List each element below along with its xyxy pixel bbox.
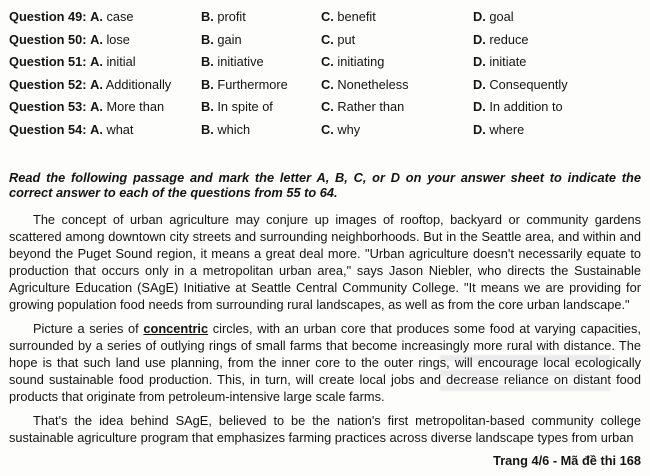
option-text: why <box>337 121 361 137</box>
option-letter: A. <box>90 99 103 115</box>
paragraph-text: circles, with an urban core that produces some food at varying capacities, surrounded by a series of outlying rings of small farms that become increasingly more rural with distance. The hope is that such land use planning, from the inner core to the outer rings, will encourage local ecologically sound sustainable food production. This, in turn, will create local jobs and decrease reliance on distant food products that originate from petroleum-intensive large scale farms. <box>9 320 641 404</box>
question-cell-c <box>321 29 473 52</box>
option-text: gain <box>217 31 242 47</box>
option-letter: A. <box>90 121 103 137</box>
option-letter: A. <box>90 76 103 92</box>
option-text: More than <box>106 99 165 115</box>
question-row-54 <box>9 119 641 142</box>
question-cell-c <box>321 119 473 142</box>
option-text: Additionally <box>105 76 172 92</box>
question-cell-c <box>321 51 473 74</box>
question-cell-b <box>201 51 321 74</box>
question-row-53 <box>9 96 641 119</box>
question-cell-d <box>473 74 641 97</box>
question-cell-d <box>473 96 641 119</box>
question-row-52 <box>9 74 641 97</box>
option-letter: D. <box>473 121 486 137</box>
question-cell-a <box>9 74 201 97</box>
option-letter: D. <box>473 76 486 92</box>
option-letter: C. <box>321 121 334 137</box>
question-cell-d <box>473 29 641 52</box>
question-cell-a <box>9 96 201 119</box>
option-text: which <box>217 121 251 137</box>
option-letter: C. <box>321 54 334 70</box>
keyword-concentric: concentric <box>143 320 209 336</box>
option-text: initiating <box>337 54 385 70</box>
option-text: initiative <box>217 54 264 70</box>
question-cell-b <box>201 96 321 119</box>
option-letter: D. <box>473 31 486 47</box>
option-text: Consequently <box>489 76 568 92</box>
question-cell-b <box>201 119 321 142</box>
option-letter: A. <box>90 9 103 24</box>
question-number: Question 51: <box>9 54 87 70</box>
question-cell-b <box>201 74 321 97</box>
option-letter: B. <box>201 76 214 92</box>
question-number: Question 54: <box>9 121 87 137</box>
option-text: case <box>106 9 134 24</box>
question-cell-a <box>9 6 201 29</box>
question-cell-d <box>473 119 641 142</box>
option-text: initial <box>106 54 136 70</box>
option-text: what <box>106 121 134 137</box>
question-cell-a <box>9 119 201 142</box>
question-number: Question 50: <box>9 31 87 47</box>
option-letter: B. <box>201 31 214 47</box>
option-text: lose <box>106 31 130 47</box>
option-text: Nonetheless <box>337 76 409 92</box>
question-cell-a <box>9 51 201 74</box>
option-letter: C. <box>321 99 334 115</box>
option-letter: A. <box>90 31 103 47</box>
option-letter: D. <box>473 54 486 70</box>
option-text: reduce <box>489 31 529 47</box>
option-text: In spite of <box>217 99 273 115</box>
option-letter: D. <box>473 9 486 24</box>
question-row-51 <box>9 51 641 74</box>
option-letter: A. <box>90 54 103 70</box>
question-cell-b <box>201 6 321 29</box>
question-cell-a <box>9 29 201 52</box>
passage-paragraph-3: That's the idea behind SAgE, believed to be the nation's first metropolitan-based community college sustainable agriculture program that emphasizes farming practices across diverse landscape types from urban <box>9 412 641 445</box>
option-letter: B. <box>201 121 214 137</box>
question-cell-c <box>321 74 473 97</box>
option-text: Rather than <box>337 99 405 115</box>
option-text: goal <box>489 9 514 24</box>
option-text: In addition to <box>489 99 563 115</box>
paragraph-text: Picture a series of <box>33 320 144 336</box>
option-letter: C. <box>321 76 334 92</box>
question-row-49 <box>9 6 641 29</box>
option-text: benefit <box>337 9 376 24</box>
questions-block <box>9 6 641 142</box>
option-text: initiate <box>489 54 527 70</box>
option-text: profit <box>217 9 246 24</box>
question-cell-d <box>473 51 641 74</box>
option-letter: C. <box>321 9 334 24</box>
option-text: where <box>489 121 525 137</box>
question-cell-b <box>201 29 321 52</box>
question-cell-c <box>321 96 473 119</box>
option-text: put <box>337 31 356 47</box>
option-letter: D. <box>473 99 486 115</box>
option-text: Furthermore <box>217 76 288 92</box>
question-number: Question 52: <box>9 76 87 92</box>
passage-paragraph-2 <box>9 320 641 405</box>
option-letter: B. <box>201 54 214 70</box>
option-letter: B. <box>201 9 214 24</box>
question-row-50 <box>9 29 641 52</box>
reading-passage <box>9 211 641 453</box>
passage-paragraph-1: The concept of urban agriculture may conjure up images of rooftop, backyard or community gardens scattered among downtown city streets and surrounding neighborhoods. But in the Seattle area, and within and beyond the Puget Sound region, it means a great deal more. "Urban agriculture doesn't necessarily equate to production that occurs only in a metropolitan urban area," says Jason Niebler, who directs the Sustainable Agriculture Education (SAgE) Initiative at Seattle Central Community College. "It means we are providing for growing population food needs from surrounding rural landscapes, as well as from the core urban landscape." <box>9 211 641 312</box>
option-letter: B. <box>201 99 214 115</box>
section-instruction: Read the following passage and mark the letter A, B, C, or D on your answer sheet to indicate the correct answer to each of the questions from 55 to 64. <box>9 169 641 201</box>
option-letter: C. <box>321 31 334 47</box>
question-cell-c <box>321 6 473 29</box>
question-number: Question 49: <box>9 9 87 24</box>
page-footer: Trang 4/6 - Mã đề thi 168 <box>493 452 641 468</box>
question-number: Question 53: <box>9 99 87 115</box>
question-cell-d <box>473 6 641 29</box>
